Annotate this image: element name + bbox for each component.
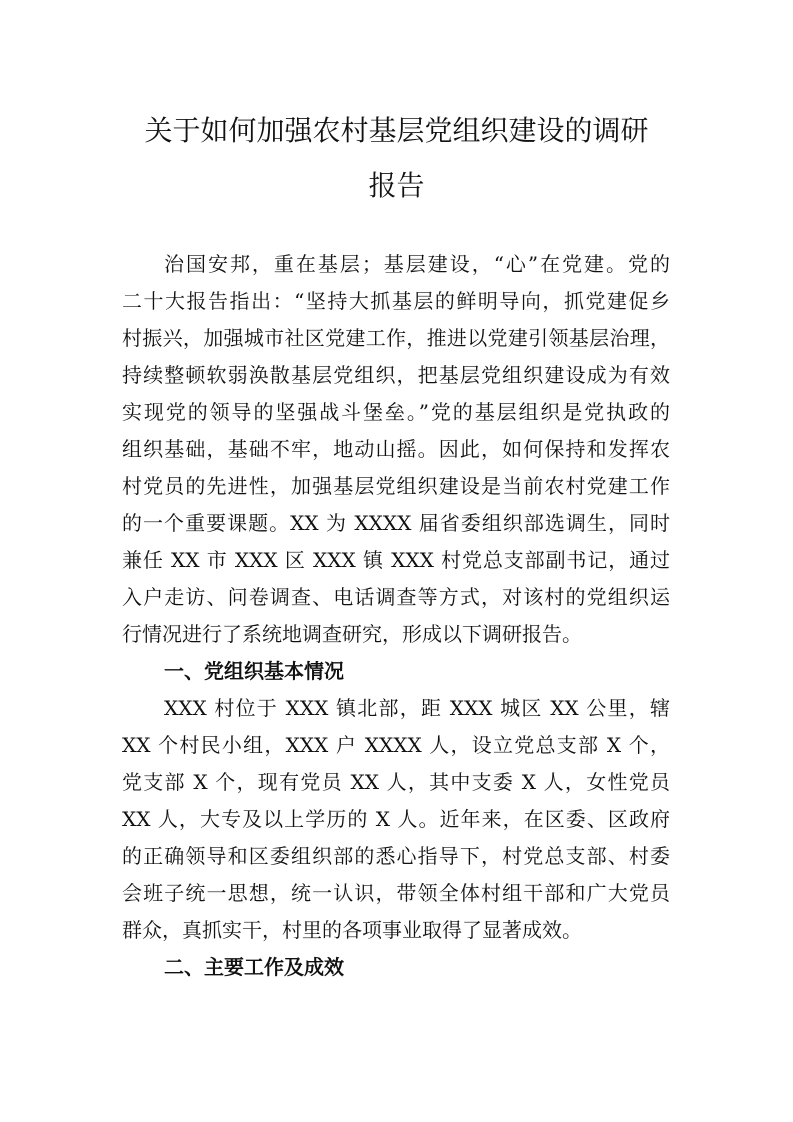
- paragraph-line: XXX 村位于 XXX 镇北部，距 XXX 城区 XX 公里，辖: [164, 696, 670, 720]
- paragraph-line: 的一个重要课题。XX 为 XXXX 届省委组织部选调生，同时: [122, 511, 670, 535]
- paragraph-line: 实现党的领导的坚强战斗堡垒。”党的基层组织是党执政的: [122, 400, 670, 424]
- heading-text: 二、主要工作及成效: [164, 955, 344, 979]
- paragraph-line: 兼任 XX 市 XXX 区 XXX 镇 XXX 村党总支部副书记，通过: [122, 548, 670, 572]
- paragraph-line: 村振兴，加强城市社区党建工作，推进以党建引领基层治理，: [122, 326, 670, 350]
- paragraph-line: XX 个村民小组，XXX 户 XXXX 人，设立党总支部 X 个，: [122, 733, 670, 757]
- section-heading: [122, 653, 670, 690]
- document-body: [122, 246, 670, 986]
- paragraph-line: 群众，真抓实干，村里的各项事业取得了显著成效。: [122, 918, 582, 942]
- heading-text: 一、党组织基本情况: [164, 659, 344, 683]
- paragraph: [122, 246, 670, 653]
- paragraph: [122, 690, 670, 949]
- paragraph-line: 组织基础，基础不牢，地动山摇。因此，如何保持和发挥农: [122, 437, 670, 461]
- paragraph-line: 的正确领导和区委组织部的悉心指导下，村党总支部、村委: [122, 844, 670, 868]
- paragraph-line: 村党员的先进性，加强基层党组织建设是当前农村党建工作: [122, 474, 670, 498]
- document-title-line-1: 关于如何加强农村基层党组织建设的调研: [144, 114, 649, 147]
- paragraph-line: 会班子统一思想，统一认识，带领全体村组干部和广大党员: [122, 881, 670, 905]
- paragraph-line: 入户走访、问卷调查、电话调查等方式，对该村的党组织运: [122, 585, 670, 609]
- paragraph-line: 行情况进行了系统地调查研究，形成以下调研报告。: [122, 622, 582, 646]
- paragraph-line: 治国安邦，重在基层；基层建设，“心”在党建。党的: [164, 252, 670, 276]
- paragraph-line: 持续整顿软弱涣散基层党组织，把基层党组织建设成为有效: [122, 363, 670, 387]
- document-title-line-2: 报告: [368, 169, 425, 202]
- paragraph-line: 党支部 X 个，现有党员 XX 人，其中支委 X 人，女性党员: [122, 770, 670, 794]
- paragraph-line: XX 人，大专及以上学历的 X 人。近年来，在区委、区政府: [122, 807, 670, 831]
- section-heading: [122, 949, 670, 986]
- paragraph-line: 二十大报告指出：“坚持大抓基层的鲜明导向，抓党建促乡: [122, 289, 670, 313]
